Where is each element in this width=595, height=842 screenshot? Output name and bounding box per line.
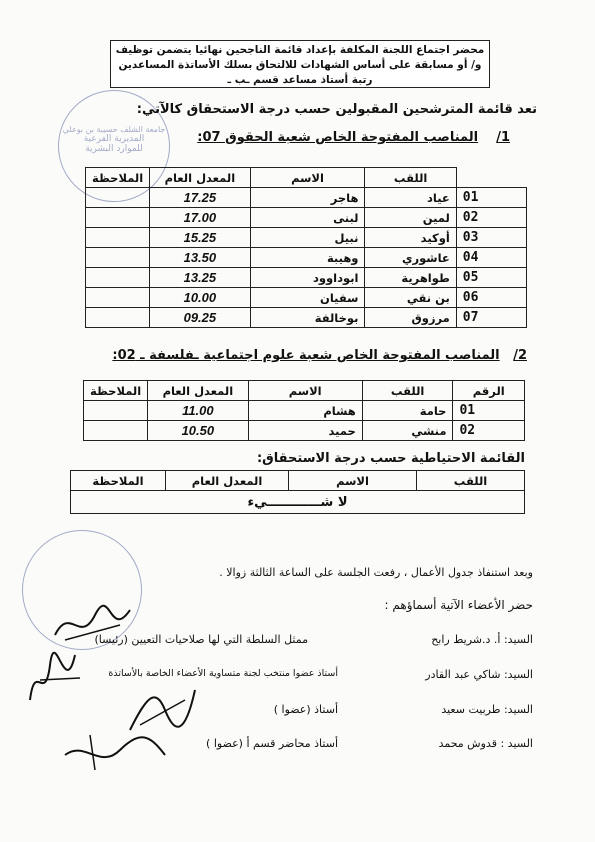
member-prefix: السيد: [503, 703, 533, 716]
row-name: هشام [248, 401, 362, 421]
table-header-row [71, 471, 525, 491]
table-header-surname: اللقب [417, 471, 525, 491]
row-number: 03 [456, 228, 526, 248]
header-line-1: محضر اجتماع اللجنة المكلفة بإعداد قائمة الناجحين نهائيا يتضمن توظيف [115, 44, 485, 56]
row-score: 17.25 [150, 188, 250, 208]
section-2-number: 2/ [513, 348, 527, 363]
row-name: هاجر [250, 188, 365, 208]
section-2-title [112, 348, 527, 363]
row-number: 07 [456, 308, 526, 328]
row-score: 09.25 [150, 308, 250, 328]
row-score: 13.50 [150, 248, 250, 268]
row-number: 05 [456, 268, 526, 288]
table-row [86, 288, 527, 308]
row-name: وهيبة [250, 248, 365, 268]
row-surname: بن نقي [365, 288, 456, 308]
table-header-name: الاسم [250, 168, 365, 188]
row-note [84, 401, 148, 421]
table-row [84, 401, 525, 421]
row-name: ابوداوود [250, 268, 365, 288]
reserve-title: القائمة الاحتياطية حسب درجة الاستحقاق: [256, 451, 525, 466]
signature-2-icon [20, 650, 90, 710]
row-note [86, 288, 150, 308]
signature-4-icon [60, 725, 170, 775]
row-surname: حامة [362, 401, 453, 421]
table-header-score: المعدل العام [166, 471, 289, 491]
member-prefix: السيد : [500, 737, 533, 750]
table-header-score: المعدل العام [148, 381, 248, 401]
row-note [86, 188, 150, 208]
member-name: قدوش محمد [438, 737, 497, 750]
attendance-text: حضر الأعضاء الآتية أسماؤهم : [384, 598, 533, 612]
section-1-table [85, 167, 527, 328]
table-row [86, 188, 527, 208]
member-name: طربيت سعيد [441, 703, 501, 716]
row-surname: عاشوري [365, 248, 456, 268]
table-header-surname: اللقب [362, 381, 453, 401]
table-header-name: الاسم [248, 381, 362, 401]
reserve-table [70, 470, 525, 514]
row-number: 01 [456, 188, 526, 208]
table-header-score: المعدل العام [150, 168, 250, 188]
table-row [86, 248, 527, 268]
reserve-empty-text: لا شــــــــــــيء [71, 491, 525, 514]
row-number: 01 [453, 401, 525, 421]
row-note [86, 248, 150, 268]
row-score: 10.50 [148, 421, 248, 441]
closing-text: وبعد استنفاذ جدول الأعمال ، رفعت الجلسة على الساعة الثالثة زوالا . [219, 566, 533, 579]
row-score: 13.25 [150, 268, 250, 288]
row-score: 11.00 [148, 401, 248, 421]
stamp-line-1: المديرية الفرعية [83, 134, 145, 144]
section-2-table [83, 380, 525, 441]
section-1-number: 1/ [496, 130, 510, 145]
row-note [84, 421, 148, 441]
document-header [110, 40, 490, 88]
row-surname: طواهرية [365, 268, 456, 288]
row-name: حميد [248, 421, 362, 441]
row-score: 17.00 [150, 208, 250, 228]
row-number: 02 [456, 208, 526, 228]
row-number: 04 [456, 248, 526, 268]
table-row [86, 228, 527, 248]
member-name: شاكي عبد القادر [425, 668, 501, 681]
table-header-note: الملاحظة [71, 471, 166, 491]
row-name: بوخالفة [250, 308, 365, 328]
table-header-number [456, 168, 526, 188]
row-surname: مرزوق [365, 308, 456, 328]
table-row [86, 208, 527, 228]
row-score: 15.25 [150, 228, 250, 248]
row-note [86, 228, 150, 248]
header-line-3: رتبة أستاذ مساعد قسم ـب ـ [227, 74, 373, 86]
stamp-arc-text: جامعة الشلف حسيبة بن بوعلي [62, 125, 166, 134]
row-name: نبيل [250, 228, 365, 248]
row-name: لبنى [250, 208, 365, 228]
section-1-title [197, 130, 510, 145]
section-1-heading: المناصب المفتوحة الخاص شعبة الحقوق 07: [197, 130, 479, 145]
table-row [71, 491, 525, 514]
row-note [86, 268, 150, 288]
table-row [86, 308, 527, 328]
row-surname: منشي [362, 421, 453, 441]
table-header-row [86, 168, 527, 188]
member-name: أ. د.شريط رابح [431, 633, 501, 646]
row-surname: عياد [365, 188, 456, 208]
member-prefix: السيد: [503, 633, 533, 646]
member-role: أستاذ (عضوا ) [273, 703, 338, 716]
table-header-note: الملاحظة [84, 381, 148, 401]
row-name: سفيان [250, 288, 365, 308]
intro-text: تعد قائمة المترشحين المقبولين حسب درجة الاستحقاق كالآتي: [136, 102, 537, 117]
table-header-row [84, 381, 525, 401]
row-note [86, 308, 150, 328]
stamp-line-2: للموارد البشرية [85, 144, 143, 154]
table-header-number: الرقم [453, 381, 525, 401]
table-header-note: الملاحظة [86, 168, 150, 188]
row-surname: لمين [365, 208, 456, 228]
signature-1-icon [50, 600, 135, 650]
row-number: 06 [456, 288, 526, 308]
header-line-2: و/ أو مسابقة على أساس الشهادات للالتحاق بسلك الأساتذة المساعدين [118, 59, 482, 71]
member-role: أستاذ عضوا منتخب لجنة متساوية الأعضاء الخاصة بالأساتذة [108, 668, 338, 679]
table-row [84, 421, 525, 441]
member-prefix: السيد: [503, 668, 533, 681]
row-note [86, 208, 150, 228]
table-header-surname: اللقب [365, 168, 456, 188]
row-number: 02 [453, 421, 525, 441]
member-role: ممثل السلطة التي لها صلاحيات التعيين (رئيسا) [94, 633, 308, 646]
table-row [86, 268, 527, 288]
row-score: 10.00 [150, 288, 250, 308]
section-2-heading: المناصب المفتوحة الخاص شعبة علوم اجتماعية ـفلسفة ـ 02: [112, 348, 500, 363]
table-header-name: الاسم [289, 471, 417, 491]
row-surname: أوكيد [365, 228, 456, 248]
member-role: أستاذ محاضر قسم أ (عضوا ) [206, 737, 338, 750]
